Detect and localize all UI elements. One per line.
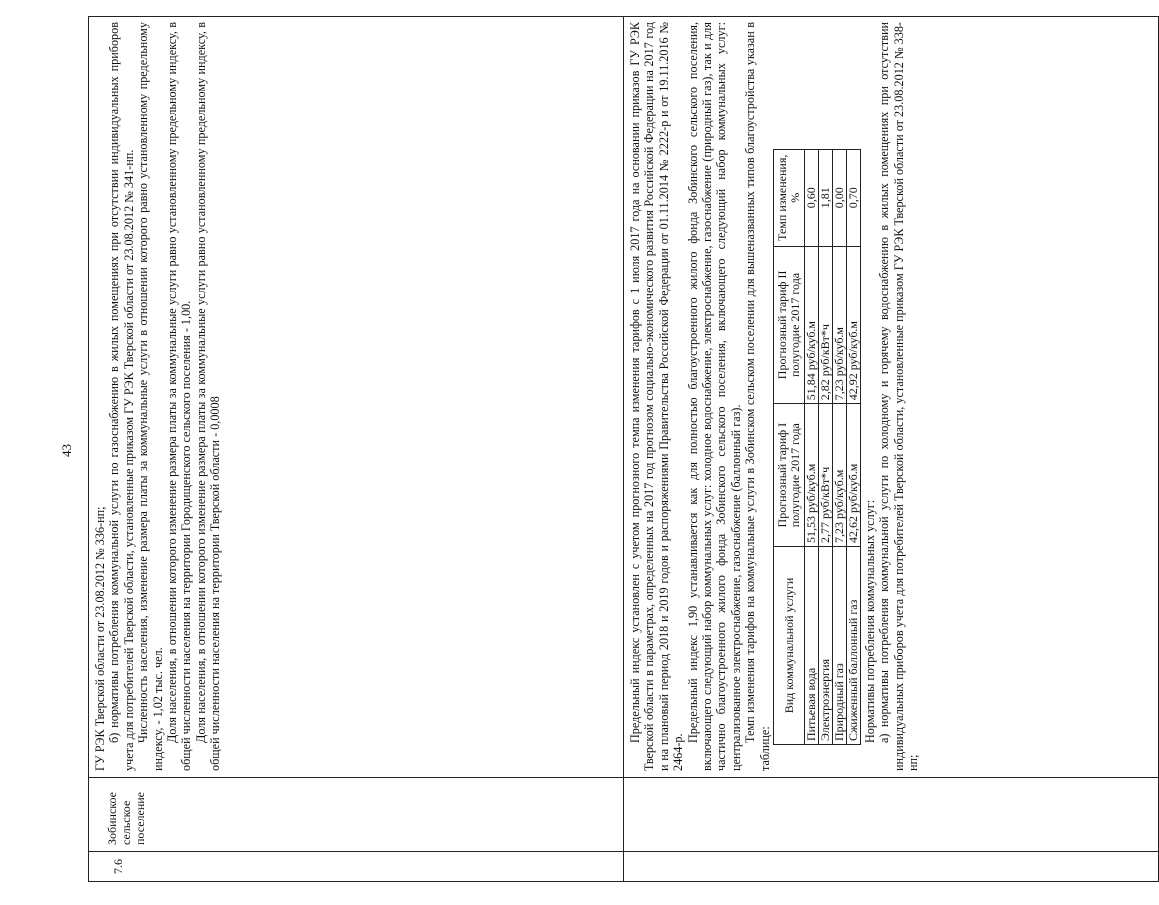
section-body-main — [624, 17, 921, 777]
section-number-cell — [89, 852, 624, 882]
table-row — [847, 150, 861, 745]
cell-rate: 0,70 — [847, 150, 861, 247]
paragraph-table-intro: Темп изменения тарифов на коммунальные услуги в Зобинском сельском поселении для вышеназванных типов благоустройства указан в таблице: — [743, 22, 772, 771]
header-service: Вид коммунальной услуги — [774, 547, 805, 745]
header-rate: Темп изменения, % — [774, 150, 805, 247]
paragraph-index-value: Предельный индекс 1,90 устанавливается как для полностью благоустроенного жилого фонда Зобинского сельского поселения, включающего следующий набор коммунальных услуг: холодное водоснабжение, электроснабжение, газоснабжение (природный газ), так и для частично благоустроенного жилого фонда Зобинского сельского поселения, включающего следующий набор коммунальных услуг: централизованное электроснабжение, газоснабжение (баллонный газ). — [685, 22, 743, 771]
page-number: 43 — [59, 444, 74, 458]
paragraph-share-settlement: Доля населения, в отношении которого изменение размера платы за коммунальные услуги равно установленному предельному индексу, в общей численности населения на территории Городищенского сельского поселения - 1,00. — [165, 22, 194, 771]
cell-tariff-h2: 2,82 руб/кВт*ч — [819, 246, 833, 404]
cell-rate: 0,00 — [833, 150, 847, 247]
paragraph-index-basis: Предельный индекс установлен с учетом прогнозного темпа изменения тарифов с 1 июля 2017 года на основании приказов ГУ РЭК Тверской области в параметрах, определенных на 2017 год прогнозом социально-экономического развития Российской Федерации на 2017 год и на плановый период 2018 и 2019 годов и распоряжениями Правительства Российской Федерации от 01.11.2014 № 2222-р и от 19.11.2016 № 2464-р. — [628, 22, 686, 771]
table-row — [805, 150, 819, 745]
paragraph-norms-heading: Нормативы потребления коммунальных услуг: — [863, 499, 878, 743]
cell-service: Питьевая вода — [805, 547, 819, 745]
tariff-table — [773, 149, 861, 745]
cell-tariff-h1: 2,77 руб/кВт*ч — [819, 404, 833, 547]
cell-rate: 1,81 — [819, 150, 833, 247]
cell-service: Электроэнергия — [819, 547, 833, 745]
tariff-header-row — [774, 150, 805, 745]
section-row — [89, 17, 624, 882]
settlement-name-cell — [89, 778, 624, 852]
section-number-cell — [624, 852, 1159, 882]
cell-service: Сжиженный баллонный газ — [847, 547, 861, 745]
section-number: 7.6 — [111, 859, 125, 874]
header-tariff-h2: Прогнозный тариф II полугодие 2017 года — [774, 246, 805, 404]
table-row — [819, 150, 833, 745]
cell-tariff-h1: 7,23 руб/куб.м — [833, 404, 847, 547]
cell-tariff-h1: 51,53 руб/куб.м — [805, 404, 819, 547]
rotated-page-content — [88, 20, 921, 882]
paragraph-order-ref: ГУ РЭК Тверской области от 23.08.2012 № 336-нп; — [93, 506, 107, 771]
section-row-main — [624, 17, 1159, 882]
settlement-name-cell — [624, 778, 1159, 852]
section-body-cell — [89, 17, 624, 778]
cell-service: Природный газ — [833, 547, 847, 745]
paragraph-gas-norms: б) нормативы потребления коммунальной услуги по газоснабжению в жилых помещениях при отсутствии индивидуальных приборов учета для потребителей Тверской области, установленные приказом ГУ РЭК Тверской области от 23.08.2012 № 341-нп. — [107, 22, 136, 771]
settlement-name: Зобинское сельское поселение — [105, 791, 147, 845]
paragraph-share-region: Доля населения, в отношении которого изменение размера платы за коммунальные услуги равно установленному предельному индексу, в общей численности населения на территории Тверской области - 0,0008 — [193, 22, 223, 771]
section-table — [88, 16, 1159, 882]
header-tariff-h1: Прогнозный тариф I полугодие 2017 года — [774, 404, 805, 547]
paragraph-water-norms: а) нормативы потребления коммунальной услуги по холодному и горячему водоснабжению в жилых помещениях при отсутствии индивидуальных приборов учета для потребителей Тверской области, установленные приказом ГУ РЭК Тверской области от 23.08.2012 № 338-нп; — [877, 22, 921, 771]
section-body-cell — [624, 17, 1159, 778]
section-body — [89, 17, 223, 777]
cell-tariff-h2: 51,84 руб/куб.м — [805, 246, 819, 404]
cell-rate: 0,60 — [805, 150, 819, 247]
paragraph-population: Численность населения, изменение размера платы за коммунальные услуги в отношении которого равно установленному предельному индексу, - 1,02 тыс. чел. — [136, 22, 165, 771]
cell-tariff-h2: 42,92 руб/куб.м — [847, 246, 861, 404]
table-row — [833, 150, 847, 745]
cell-tariff-h1: 42,62 руб/куб.м — [847, 404, 861, 547]
cell-tariff-h2: 7,23 руб/куб.м — [833, 246, 847, 404]
